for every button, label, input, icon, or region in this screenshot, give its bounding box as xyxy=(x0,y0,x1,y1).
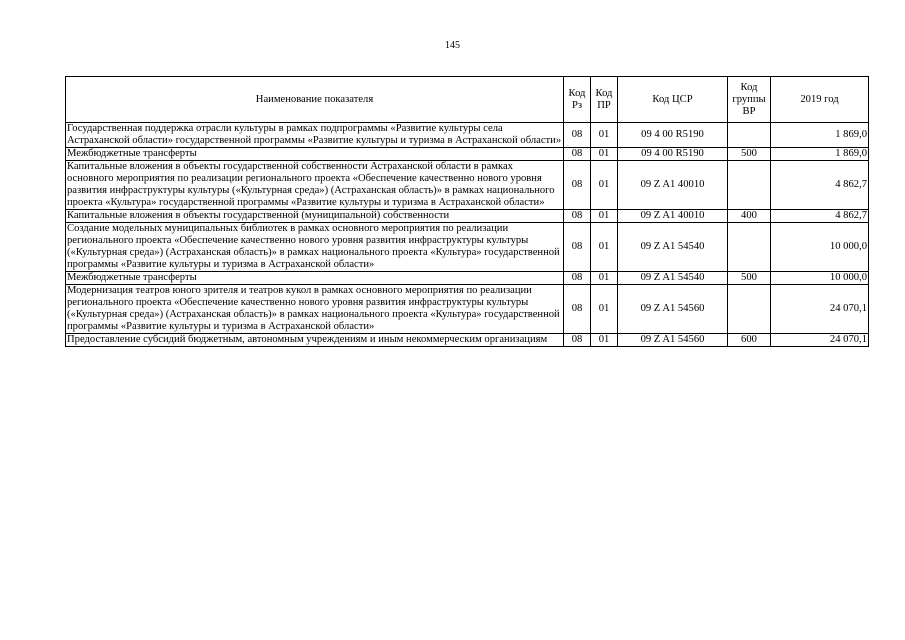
row-rz: 08 xyxy=(564,223,591,272)
header-vr: Код группы ВР xyxy=(728,77,771,123)
row-pr: 01 xyxy=(591,272,618,285)
row-name: Создание модельных муниципальных библиотек в рамках основного мероприятия по реализации регионального проекта «Обеспечение качественно нового уровня развития инфраструктуры культуры («Культурная среда») (Астраханская область)» в рамках национального проекта «Культура» государственной программы «Развитие культуры и туризма в Астраханской области» xyxy=(66,223,564,272)
table-row xyxy=(66,123,869,148)
row-csr: 09 Z A1 54560 xyxy=(618,285,728,334)
table-row xyxy=(66,223,869,272)
row-name: Модернизация театров юного зрителя и театров кукол в рамках основного мероприятия по реализации регионального проекта «Обеспечение качественно нового уровня развития инфраструктуры культуры («Культурная среда») (Астраханская область)» в рамках национального проекта «Культура» государственной программы «Развитие культуры и туризма в Астраханской области» xyxy=(66,285,564,334)
header-rz: Код Рз xyxy=(564,77,591,123)
row-pr: 01 xyxy=(591,123,618,148)
row-value: 10 000,0 xyxy=(771,272,869,285)
row-pr: 01 xyxy=(591,285,618,334)
row-value: 10 000,0 xyxy=(771,223,869,272)
row-name: Государственная поддержка отрасли культуры в рамках подпрограммы «Развитие культуры села Астраханской области» государственной программы «Развитие культуры и туризма в Астраханской области» xyxy=(66,123,564,148)
row-csr: 09 Z A1 54560 xyxy=(618,334,728,347)
row-vr: 400 xyxy=(728,210,771,223)
row-name: Капитальные вложения в объекты государственной (муниципальной) собственности xyxy=(66,210,564,223)
row-value: 4 862,7 xyxy=(771,210,869,223)
row-vr: 600 xyxy=(728,334,771,347)
row-csr: 09 4 00 R5190 xyxy=(618,148,728,161)
row-csr: 09 Z A1 54540 xyxy=(618,272,728,285)
table-header-row xyxy=(66,77,869,123)
table-row xyxy=(66,272,869,285)
row-rz: 08 xyxy=(564,123,591,148)
row-rz: 08 xyxy=(564,272,591,285)
table-row xyxy=(66,148,869,161)
row-value: 1 869,0 xyxy=(771,123,869,148)
row-vr xyxy=(728,223,771,272)
table-row xyxy=(66,210,869,223)
row-csr: 09 Z A1 40010 xyxy=(618,161,728,210)
row-rz: 08 xyxy=(564,210,591,223)
row-pr: 01 xyxy=(591,148,618,161)
row-rz: 08 xyxy=(564,148,591,161)
row-pr: 01 xyxy=(591,334,618,347)
row-name: Капитальные вложения в объекты государственной собственности Астраханской области в рамках основного мероприятия по реализации регионального проекта «Обеспечение качественно нового уровня развития инфраструктуры культуры («Культурная среда») (Астраханская область)» в рамках национального проекта «Культура» государственной программы «Развитие культуры и туризма в Астраханской области» xyxy=(66,161,564,210)
row-vr xyxy=(728,123,771,148)
row-name: Предоставление субсидий бюджетным, автономным учреждениям и иным некоммерческим организациям xyxy=(66,334,564,347)
row-value: 1 869,0 xyxy=(771,148,869,161)
row-csr: 09 Z A1 40010 xyxy=(618,210,728,223)
row-csr: 09 4 00 R5190 xyxy=(618,123,728,148)
table-row xyxy=(66,334,869,347)
header-pr: Код ПР xyxy=(591,77,618,123)
row-csr: 09 Z A1 54540 xyxy=(618,223,728,272)
row-name: Межбюджетные трансферты xyxy=(66,148,564,161)
row-vr: 500 xyxy=(728,148,771,161)
row-rz: 08 xyxy=(564,285,591,334)
row-pr: 01 xyxy=(591,223,618,272)
row-value: 4 862,7 xyxy=(771,161,869,210)
row-pr: 01 xyxy=(591,161,618,210)
header-csr: Код ЦСР xyxy=(618,77,728,123)
row-pr: 01 xyxy=(591,210,618,223)
table-row xyxy=(66,161,869,210)
row-vr xyxy=(728,285,771,334)
row-vr: 500 xyxy=(728,272,771,285)
page-number: 145 xyxy=(445,40,460,51)
row-name: Межбюджетные трансферты xyxy=(66,272,564,285)
table-row xyxy=(66,285,869,334)
row-value: 24 070,1 xyxy=(771,285,869,334)
row-rz: 08 xyxy=(564,334,591,347)
row-rz: 08 xyxy=(564,161,591,210)
row-value: 24 070,1 xyxy=(771,334,869,347)
row-vr xyxy=(728,161,771,210)
header-name: Наименование показателя xyxy=(66,77,564,123)
header-year: 2019 год xyxy=(771,77,869,123)
budget-table xyxy=(65,76,869,347)
